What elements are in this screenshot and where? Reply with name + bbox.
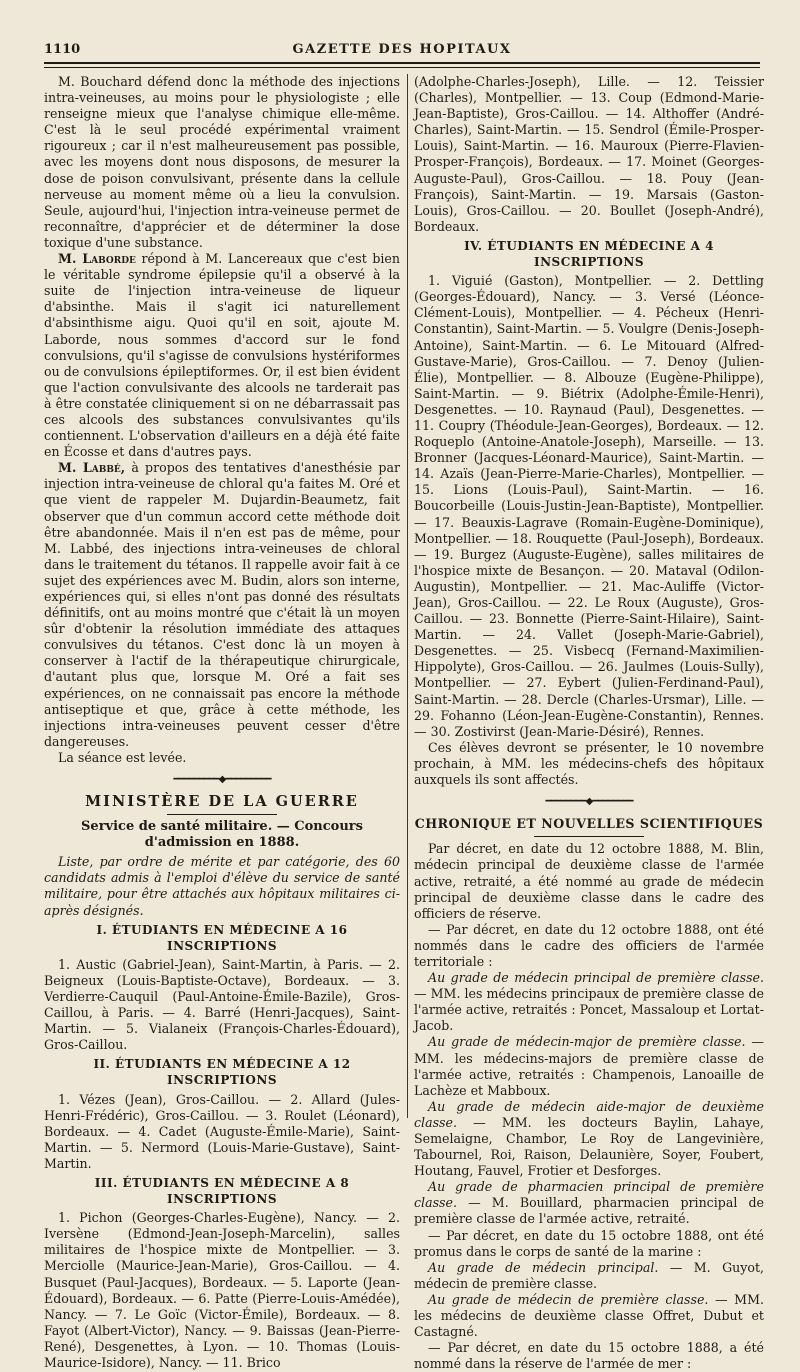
liste-intro: Liste, par ordre de mérite et par catégorie, des 60 candidats admis à l'emploi d'élève du service de santé militaire, pour être attachés aux hôpitaux militaires ci-après désignés. [44, 854, 400, 918]
page-header [44, 38, 760, 60]
grade-medecin-principal [414, 970, 764, 1034]
paragraph-labbe-text: à propos des tentatives d'anesthésie par injection intra-veineuse de chloral qu'a faites M. Oré et que vient de rappeler M. Dujardin-Beaumetz, fait observer que d'un commun accord cette méthode doit être abandonnée. Mais il n'en est pas de même, pour M. Labbé, des injections intra-veineuses de chloral dans le traitement du tétanos. Il rappelle avoir fait à ce sujet des expériences avec M. Budin, alors son interne, expériences qui, si elles n'ont pas donné des résultats définitifs, ont au moins montré que c'était là un moyen sûr d'obtenir la résolution immédiate des attaques convulsives du tétanos. C'est donc là un moyen à conserver à l'actif de la thérapeutique chirurgicale, d'autant plus que, lorsque M. Oré a fait ses expériences, on ne connaissait pas encore la méthode antiseptique et que, grâce à cette méthode, les injections intra-veineuses peuvent cesser d'être dangereuses. [44, 460, 400, 749]
decree-blin: Par décret, en date du 12 octobre 1888, M. Blin, médecin principal de deuxième classe de l'armée active, retraité, a été nommé au grade de médecin principal de deuxième classe dans le cadre des officiers de réserve. [414, 841, 764, 921]
speaker-labbe: M. Labbé, [58, 460, 126, 476]
grade-label-4: Au grade de pharmacien principal de première classe. [414, 1179, 764, 1211]
section-heading-4: IV. ÉTUDIANTS EN MÉDECINE A 4 INSCRIPTIONS [464, 238, 714, 270]
speaker-laborde: M. Laborde [58, 251, 136, 267]
grade-text-4: — M. Bouillard, pharmacien principal de première classe de l'armée active, retraité. [414, 1195, 764, 1227]
chronique-heading: CHRONIQUE ET NOUVELLES SCIENTIFIQUES [414, 816, 764, 832]
column-divider [407, 74, 408, 1118]
left-column [44, 74, 400, 1371]
header-rule-thick [44, 62, 760, 64]
paragraph-laborde [44, 251, 400, 460]
short-rule [167, 814, 277, 815]
list-8-inscriptions: 1. Pichon (Georges-Charles-Eugène), Nancy. — 2. Iversène (Edmond-Jean-Joseph-Marcelin), salles militaires de l'hospice mixte de Montpellier. — 3. Merciolle (Maurice-Jean-Marie), Gros-Caillou. — 4. Busquet (Paul-Jacques), Bordeaux. — 5. Laporte (Jean-Édouard), Bordeaux. — 6. Patte (Pierre-Louis-Amédée), Nancy. — 7. Le Goïc (Victor-Émile), Bordeaux. — 8. Fayot (Albert-Victor), Nancy. — 9. Baissas (Jean-Pierre-René), Desgenettes, à Lyon. — 10. Thomas (Louis-Maurice-Isidore), Nancy. — 11. Brico [44, 1210, 400, 1371]
section-heading-16: I. ÉTUDIANTS EN MÉDECINE A 16 INSCRIPTIONS [96, 922, 348, 953]
service-title: Service de santé militaire. — Concours d'admission en 1888. [81, 819, 363, 850]
grade-marine-premiere [414, 1292, 764, 1340]
grade-pharmacien [414, 1179, 764, 1227]
paragraph-laborde-text: répond à M. Lancereaux que c'est bien le véritable syndrome épilepsie qu'il a observé à la suite de l'injection intra-veineuse de liqueur d'absinthe. Mais il s'agit ici naturellement d'absinthisme aigu. Quoi qu'il en soit, ajoute M. Laborde, nous sommes d'accord sur le fond convulsions, qu'il s'agisse de convulsions hystériformes ou de convulsions épileptiformes. Or, il est bien évident que l'action convulsivante des alcools ne tarderait pas à être constatée cliniquement si on ne débarrassait pas ces alcools des substances convulsivantes qu'ils contiennent. L'observation d'ailleurs en a déjà été faite en Écosse et dans d'autres pays. [44, 251, 400, 460]
grade-text-2: — MM. les médecins-majors de première classe de l'armée active, retraités : Champenois, Lanoaille de Lachèze et Mabboux. [414, 1034, 764, 1098]
grade-marine-principal [414, 1260, 764, 1292]
paragraph-labbe [44, 460, 400, 750]
decree-marine: — Par décret, en date du 15 octobre 1888, ont été promus dans le corps de santé de la marine : [414, 1227, 764, 1259]
decree-territoriale: — Par décret, en date du 12 octobre 1888, ont été nommés dans le cadre des officiers de l'armée territoriale : [414, 921, 764, 969]
section-heading-12: II. ÉTUDIANTS EN MÉDECINE A 12 INSCRIPTIONS [93, 1057, 351, 1088]
decree-reserve-mer: — Par décret, en date du 15 octobre 1888, a été nommé dans la réserve de l'armée de mer : [414, 1340, 764, 1372]
grade-aide-major [414, 1099, 764, 1179]
grade-label-6: Au grade de médecin de première classe. [428, 1291, 709, 1307]
section-ornament: ━━━━━━━━━◆━━━━━━━━━ [173, 774, 271, 786]
list-8-inscriptions-continued: (Adolphe-Charles-Joseph), Lille. — 12. Teissier (Charles), Montpellier. — 13. Coup (Edmond-Marie-Jean-Baptiste), Gros-Caillou. — 14. Althoffer (André-Charles), Saint-Martin. — 15. Sendrol (Émile-Prosper-Louis), Saint-Martin. — 16. Mauroux (Pierre-Flavien-Prosper-François), Bordeaux. — 17. Moinet (Georges-Auguste-Paul), Gros-Caillou. — 18. Pouy (Jean-François), Saint-Martin. — 19. Marsais (Gaston-Louis), Gros-Caillou. — 20. Boullet (Joseph-André), Bordeaux. [414, 74, 764, 234]
seance-levee: La séance est levée. [58, 749, 187, 765]
grade-text-5: — M. Guyot, médecin de première classe. [414, 1259, 765, 1291]
list-4-inscriptions: 1. Viguié (Gaston), Montpellier. — 2. Dettling (Georges-Édouard), Nancy. — 3. Versé (Léonce-Clément-Louis), Montpellier. — 4. Pécheux (Henri-Constantin), Saint-Martin. — 5. Voulgre (Denis-Joseph-Antoine), Saint-Martin. — 6. Le Mitouard (Alfred-Gustave-Marie), Gros-Caillou. — 7. Denoy (Julien-Élie), Montpellier. — 8. Albouze (Eugène-Philippe), Saint-Martin. — 9. Biétrix (Adolphe-Émile-Henri), Desgenettes. — 10. Raynaud (Paul), Desgenettes. — 11. Coupry (Théodule-Jean-Georges), Bordeaux. — 12. Roqueplo (Antoine-Anatole-Joseph), Marseille. — 13. Bronner (Jacques-Léonard-Maurice), Saint-Martin. — 14. Azaïs (Jean-Pierre-Marie-Charles), Montpellier. — 15. Lions (Louis-Paul), Saint-Martin. — 16. Boucorbeille (Louis-Justin-Jean-Baptiste), Montpellier. — 17. Beauxis-Lagrave (Romain-Eugène-Dominique), Montpellier. — 18. Rouquette (Paul-Joseph), Bordeaux. — 19. Burgez (Auguste-Eugène), salles militaires de l'hospice mixte de Besançon. — 20. Mataval (Odilon-Augustin), Montpellier. — 21. Mac-Auliffe (Victor-Jean), Gros-Caillou. — 22. Le Roux (Auguste), Gros-Caillou. — 23. Bonnette (Pierre-Saint-Hilaire), Saint-Martin. — 24. Vallet (Joseph-Marie-Gabriel), Desgenettes. — 25. Visbecq (Fernand-Maximilien-Hippolyte), Gros-Caillou. — 26. Jaulmes (Louis-Sully), Montpellier. — 27. Eybert (Julien-Ferdinand-Paul), Saint-Martin. — 28. Dercle (Charles-Ursmar), Lille. — 29. Fohanno (Léon-Jean-Eugène-Constantin), Rennes. — 30. Zostivirst (Jean-Marie-Désiré), Rennes. [414, 273, 764, 739]
right-column [414, 74, 764, 1372]
grade-label-1: Au grade de médecin principal de première classe. [428, 970, 764, 986]
presentation-notice: Ces élèves devront se présenter, le 10 novembre prochain, à MM. les médecins-chefs des hôpitaux auxquels ils sont affectés. [414, 739, 764, 788]
paragraph-bouchard: M. Bouchard défend donc la méthode des injections intra-veineuses, au moins pour le physiologiste ; elle renseigne mieux que l'analyse chimique elle-même. C'est là le seul procédé expérimental vraiment rigoureux ; car il n'est malheureusement pas possible, avec les moyens dont nous disposons, de mesurer la dose de poison convulsivant, présente dans la cellule nerveuse au moment même où a lieu la convulsion. Seule, aujourd'hui, l'injection intra-veineuse permet de reconnaître, d'apprécier et de déterminer la dose toxique d'une substance. [44, 74, 400, 250]
list-16-inscriptions: 1. Austic (Gabriel-Jean), Saint-Martin, à Paris. — 2. Beigneux (Louis-Baptiste-Octave), Bordeaux. — 3. Verdierre-Cauquil (Paul-Antoine-Émile-Bazile), Gros-Caillou, à Paris. — 4. Barré (Henri-Jacques), Saint-Martin. — 5. Vialaneix (François-Charles-Édouard), Gros-Caillou. [44, 956, 400, 1053]
short-rule-right [534, 836, 644, 837]
grade-label-3: Au grade de médecin aide-major de deuxième classe. [414, 1098, 764, 1130]
grade-text-6: — MM. les médecins de deuxième classe Offret, Dubut et Castagné. [414, 1291, 764, 1340]
section-heading-8: III. ÉTUDIANTS EN MÉDECINE A 8 INSCRIPTIONS [94, 1176, 350, 1207]
header-rule-thin [44, 67, 760, 68]
grade-text-1: — MM. les médecins principaux de première classe de l'armée active, retraités : Poncet, Massaloup et Lortat-Jacob. [414, 986, 764, 1034]
section-ornament-right: ━━━━━━━━◆━━━━━━━━ [545, 796, 633, 808]
grade-label-2: Au grade de médecin-major de première classe. [428, 1034, 746, 1050]
list-12-inscriptions: 1. Vézes (Jean), Gros-Caillou. — 2. Allard (Jules-Henri-Frédéric), Gros-Caillou. — 3. Roulet (Léonard), Bordeaux. — 4. Cadet (Auguste-Émile-Marie), Saint-Martin. — 5. Nermord (Louis-Marie-Gustave), Saint-Martin. [44, 1091, 400, 1171]
journal-title: GAZETTE DES HOPITAUX [292, 42, 512, 57]
grade-medecin-major [414, 1034, 764, 1098]
page-number: 1110 [44, 42, 81, 57]
grade-label-5: Au grade de médecin principal. [428, 1259, 659, 1275]
grade-text-3: — MM. les docteurs Baylin, Lahaye, Semelaigne, Chambor, Le Roy de Langevinière, Tabournel, Roi, Raison, Delaunière, Soyer, Foubert, Houtang, Fauvel, Frotier et Desforges. [414, 1114, 764, 1179]
ministere-heading: MINISTÈRE DE LA GUERRE [85, 793, 359, 811]
